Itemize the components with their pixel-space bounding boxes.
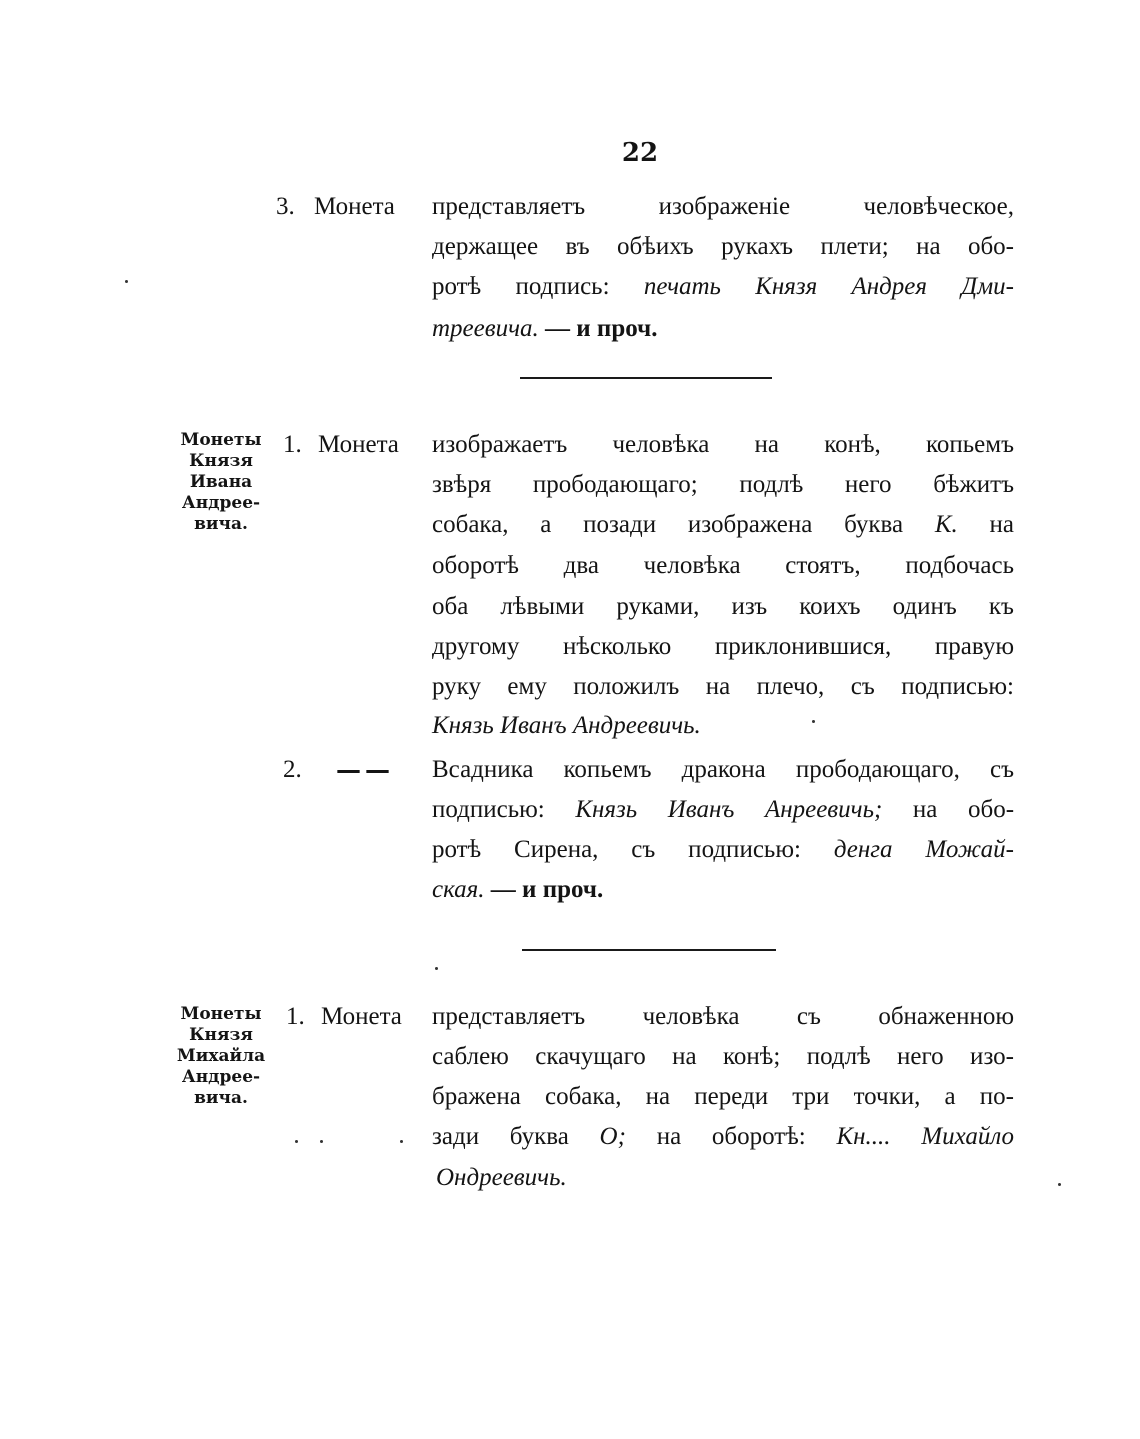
text-line: изображаетъ человѣка на конѣ, копьемъ — [432, 431, 1014, 458]
text-line — [432, 835, 1014, 865]
entry-label: Монета — [314, 193, 395, 220]
side-note-line: Михайла — [176, 1046, 266, 1066]
text-normal: — и проч. — [490, 876, 604, 903]
text-normal: собака, а позади изображена буква — [432, 511, 904, 538]
scan-speck — [125, 280, 128, 283]
side-note-line: Князя — [189, 451, 253, 471]
scan-speck — [295, 1140, 298, 1143]
text-line: представляетъ изображеніе человѣческое, — [432, 193, 1014, 220]
text-line — [432, 314, 657, 344]
ditto-dash: —— — [336, 755, 394, 784]
text-line: звѣря прободающаго; подлѣ него бѣжитъ — [432, 471, 1014, 498]
section-divider — [522, 949, 776, 951]
text-normal: ротѣ Сирена, съ подписью: — [432, 836, 801, 863]
text-normal: на обо- — [912, 796, 1015, 823]
text-italic: ская. — [432, 876, 485, 903]
side-note — [166, 430, 276, 535]
text-line: оба лѣвыми руками, изъ коихъ одинъ къ — [432, 593, 1014, 620]
text-italic: К. — [934, 511, 958, 538]
text-italic: Кн.... Михайло — [836, 1123, 1015, 1150]
text-line — [432, 1122, 1014, 1152]
text-line — [432, 875, 603, 905]
text-line: саблею скачущаго на конѣ; подлѣ него изо- — [432, 1043, 1014, 1070]
scan-speck — [400, 1140, 403, 1143]
entry-number: 2. — [283, 756, 302, 783]
text-line — [432, 272, 1014, 302]
side-note-line: вича. — [194, 1088, 248, 1108]
text-normal: подписью: — [432, 796, 545, 823]
side-note-line: вича. — [194, 514, 248, 534]
text-italic: треевича. — [432, 315, 539, 342]
side-note-line: Ивана — [189, 472, 253, 492]
side-note-line: Монеты — [180, 1004, 262, 1024]
text-italic: печать Князя Андрея Дми- — [643, 273, 1014, 300]
text-line — [432, 510, 1014, 540]
text-normal: на — [989, 511, 1015, 538]
entry-label: Монета — [318, 431, 399, 458]
text-italic: Ондреевичь. — [436, 1164, 567, 1191]
text-line: руку ему положилъ на плечо, съ подписью: — [432, 673, 1014, 700]
text-line: бражена собака, на переди три точки, а по- — [432, 1083, 1014, 1110]
text-normal: — и проч. — [545, 315, 658, 342]
side-note — [166, 1004, 276, 1109]
scan-speck — [435, 967, 438, 970]
page-number: 22 — [621, 138, 659, 168]
side-note-line: Андрее- — [181, 493, 261, 513]
text-italic: Князь Иванъ Андреевичь. — [432, 712, 701, 739]
section-divider — [520, 377, 772, 379]
scan-speck — [1058, 1183, 1061, 1186]
entry-label: Монета — [321, 1003, 402, 1030]
text-italic: денга Можай- — [833, 836, 1015, 863]
text-line: оборотѣ два человѣка стоятъ, подбочась — [432, 552, 1014, 579]
side-note-line: Андрее- — [181, 1067, 261, 1087]
text-line: представляетъ человѣка съ обнаженною — [432, 1003, 1014, 1030]
text-normal: ротѣ подпись: — [432, 273, 610, 300]
entry-number: 1. — [283, 431, 302, 458]
side-note-line: Монеты — [180, 430, 262, 450]
entry-number: 3. — [276, 193, 295, 220]
text-line: другому нѣсколько приклонившися, правую — [432, 633, 1014, 660]
text-normal: зади буква — [432, 1123, 569, 1150]
side-note-line: Князя — [189, 1025, 253, 1045]
scan-speck — [320, 1140, 323, 1143]
text-italic: Князь Иванъ Анреевичь; — [575, 796, 883, 823]
entry-number: 1. — [286, 1003, 305, 1030]
text-normal: на оборотѣ: — [656, 1123, 806, 1150]
text-line — [432, 795, 1014, 825]
text-italic: О; — [599, 1123, 626, 1150]
scan-speck — [812, 720, 815, 723]
text-line: держащее въ обѣихъ рукахъ плети; на обо- — [432, 233, 1014, 260]
text-line: Всадника копьемъ дракона прободающаго, съ — [432, 756, 1014, 783]
